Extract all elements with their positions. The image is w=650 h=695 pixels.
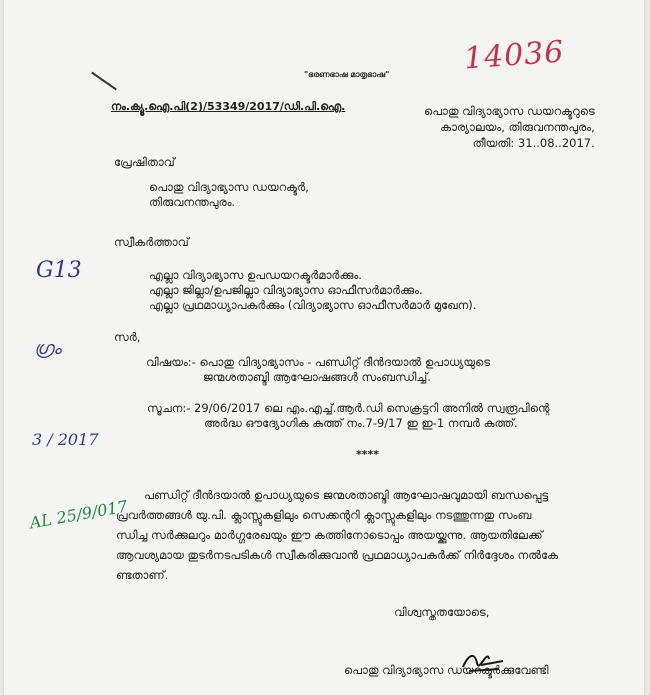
- body-line-1: പണ്ഡിറ്റ് ദീൻദയാൽ ഉപാധ്യയുടെ ജന്മശതാബ്ദി ആഘോഷവുമായി ബന്ധപ്പെട്ട: [144, 488, 549, 502]
- body-line-3: ന്ധിച്ച സർക്കുലറും മാർഗ്ഗരേഖയും ഈ കത്തിനോടൊപ്പം അയയ്ക്കുന്നു. ആയതിലേക്ക്: [116, 528, 543, 542]
- recipient-line-3: എല്ലാ പ്രഥമാധ്യാപകർക്കും (വിദ്യാഭ്യാസ ഓഫീസർമാർ മുഖേന).: [149, 298, 477, 312]
- closing: വിശ്വസ്തതയോടെ,: [394, 605, 490, 619]
- office-line-2: കാര്യാലയം, തിരുവനന്തപുരം,: [440, 120, 595, 134]
- document-page: [4, 0, 644, 695]
- letter-date: തീയതി: 31..08..2017.: [472, 136, 595, 150]
- sender-block: [149, 180, 309, 210]
- reference-line-2: അർദ്ധ ഔദ്യോഗിക കത്ത് നം.7-9/17 ഇ ഇ-1 നമ്പർ കത്ത്.: [204, 416, 518, 430]
- sender-line-2: തിരുവനന്തപുരം.: [149, 195, 236, 209]
- margin-note-4: AL 25/9/017: [28, 496, 130, 533]
- office-line-1: പൊതു വിദ്യാഭ്യാസ ഡയറക്ടറുടെ: [424, 104, 595, 118]
- subject-line-2: ജന്മശതാബ്ദി ആഘോഷങ്ങൾ സംബന്ധിച്ച്.: [203, 370, 431, 384]
- margin-note-1: G13: [36, 258, 82, 283]
- margin-note-2: ഗ്രം: [34, 338, 62, 359]
- margin-note-3: 3 / 2017: [32, 430, 99, 449]
- letter-body: [116, 485, 558, 585]
- reference-block: [147, 401, 549, 431]
- recipient-line-1: എല്ലാ വിദ്യാഭ്യാസ ഉപഡയറക്ടർമാർക്കും.: [149, 268, 362, 282]
- recipient-label: സ്വീകർത്താവ്: [114, 235, 189, 249]
- recipient-line-2: എല്ലാ ജില്ലാ/ഉപജില്ലാ വിദ്യാഭ്യാസ ഓഫീസർമാർക്കും.: [149, 283, 423, 297]
- sender-line-1: പൊതു വിദ്യാഭ്യാസ ഡയറക്ടർ,: [149, 180, 309, 194]
- sender-label: പ്രേഷിതാവ്: [114, 155, 175, 169]
- handwritten-number: 14036: [462, 34, 566, 77]
- subject-block: [146, 355, 490, 385]
- pointer-mark: [91, 72, 117, 91]
- separator: ****: [356, 448, 380, 461]
- salutation: സർ,: [114, 330, 141, 344]
- signoff: പൊതു വിദ്യാഭ്യാസ ഡയറക്ടർക്കുവേണ്ടി: [344, 663, 549, 677]
- recipient-block: [149, 268, 476, 313]
- motto: "ഭരണഭാഷ മാതൃഭാഷ": [304, 70, 390, 79]
- body-line-5: ണ്ടതാണ്.: [116, 568, 169, 582]
- reference-number: നം.ക്യൂ.ഐ.പി(2)/53349/2017/ഡി.പി.ഐ.: [111, 100, 346, 113]
- subject-line-1: വിഷയം:- പൊതു വിദ്യാഭ്യാസം - പണ്ഡിറ്റ് ദീൻദയാൽ ഉപാധ്യയുടെ: [146, 355, 491, 369]
- office-address: [424, 103, 595, 151]
- body-line-2: പ്രവർത്തങ്ങൾ യു.പി. ക്ലാസ്സുകളിലും സെക്കന്ററി ക്ലാസ്സുകളിലും നടത്തുന്നതു സംബ: [116, 508, 532, 522]
- body-line-4: ആവശ്യമായ തുടർനടപടികൾ സ്വീകരിക്കുവാൻ പ്രഥമാധ്യാപകർക്ക് നിർദ്ദേശം നൽകേ: [116, 548, 559, 562]
- reference-line-1: സൂചന:- 29/06/2017 ലെ എം.എച്ച്.ആർ.ഡി സെക്രട്ടറി അനിൽ സ്വരൂപിന്റെ: [147, 401, 550, 415]
